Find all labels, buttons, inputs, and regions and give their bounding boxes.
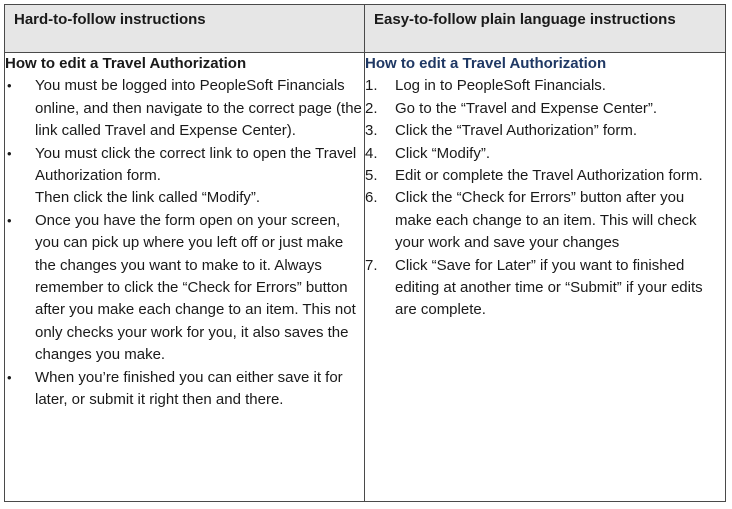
list-item-text: Edit or complete the Travel Authorization form. bbox=[395, 167, 703, 185]
list-item-text: Once you have the form open on your screen, you can pick up where you left off or just make the changes you want to make to it. Always remember to click the “Check for Errors” button after you make each change to an item. This not only checks your work for you, it also saves the changes you make. bbox=[35, 211, 356, 364]
list-item-text: You must be logged into PeopleSoft Financials online, and then navigate to the correct page (the link called Travel and Expense Center). bbox=[35, 77, 362, 140]
step-number: 2. bbox=[365, 99, 378, 117]
list-item-text: You must click the correct link to open the Travel Authorization form. Then click the link called “Modify”. bbox=[35, 144, 357, 207]
list-item-text: Click “Modify”. bbox=[395, 144, 491, 162]
list-item bbox=[365, 98, 725, 120]
bullet-icon: • bbox=[7, 78, 12, 94]
hard-section-title: How to edit a Travel Authorization bbox=[5, 55, 247, 72]
step-number: 6. bbox=[365, 189, 378, 207]
instructions-comparison-table bbox=[4, 4, 726, 502]
header-easy-to-follow: Easy-to-follow plain language instructions bbox=[365, 5, 726, 53]
table-body-row bbox=[5, 53, 726, 502]
list-item-text: Log in to PeopleSoft Financials. bbox=[395, 77, 606, 95]
list-item bbox=[365, 75, 725, 97]
step-number: 4. bbox=[365, 144, 378, 162]
list-item-text: Go to the “Travel and Expense Center”. bbox=[395, 99, 658, 117]
bullet-icon: • bbox=[7, 145, 12, 161]
list-item bbox=[5, 75, 364, 142]
easy-section-title: How to edit a Travel Authorization bbox=[365, 55, 607, 72]
step-number: 3. bbox=[365, 122, 378, 140]
list-item bbox=[365, 255, 725, 322]
easy-instructions-list bbox=[365, 75, 725, 321]
list-item-text: Click the “Check for Errors” button after you make each change to an item. This will check your work and save your changes bbox=[395, 189, 697, 252]
list-item-text: Click “Save for Later” if you want to finished editing at another time or “Submit” if your edits are complete. bbox=[395, 256, 703, 319]
list-item bbox=[5, 367, 364, 412]
table-header-row bbox=[5, 5, 726, 53]
list-item bbox=[365, 187, 725, 254]
step-number: 5. bbox=[365, 167, 378, 185]
bullet-icon: • bbox=[7, 212, 12, 228]
step-number: 7. bbox=[365, 256, 378, 274]
list-item bbox=[5, 210, 364, 367]
hard-instructions-cell bbox=[5, 53, 365, 502]
list-item-text: Click the “Travel Authorization” form. bbox=[395, 122, 638, 140]
list-item bbox=[5, 143, 364, 210]
list-item bbox=[365, 143, 725, 165]
header-hard-to-follow: Hard-to-follow instructions bbox=[5, 5, 365, 53]
easy-instructions-cell bbox=[365, 53, 726, 502]
bullet-icon: • bbox=[7, 369, 12, 385]
list-item-text: When you’re finished you can either save it for later, or submit it right then and there. bbox=[35, 368, 343, 409]
hard-instructions-list bbox=[5, 75, 364, 411]
list-item bbox=[365, 165, 725, 187]
list-item bbox=[365, 120, 725, 142]
step-number: 1. bbox=[365, 77, 378, 95]
